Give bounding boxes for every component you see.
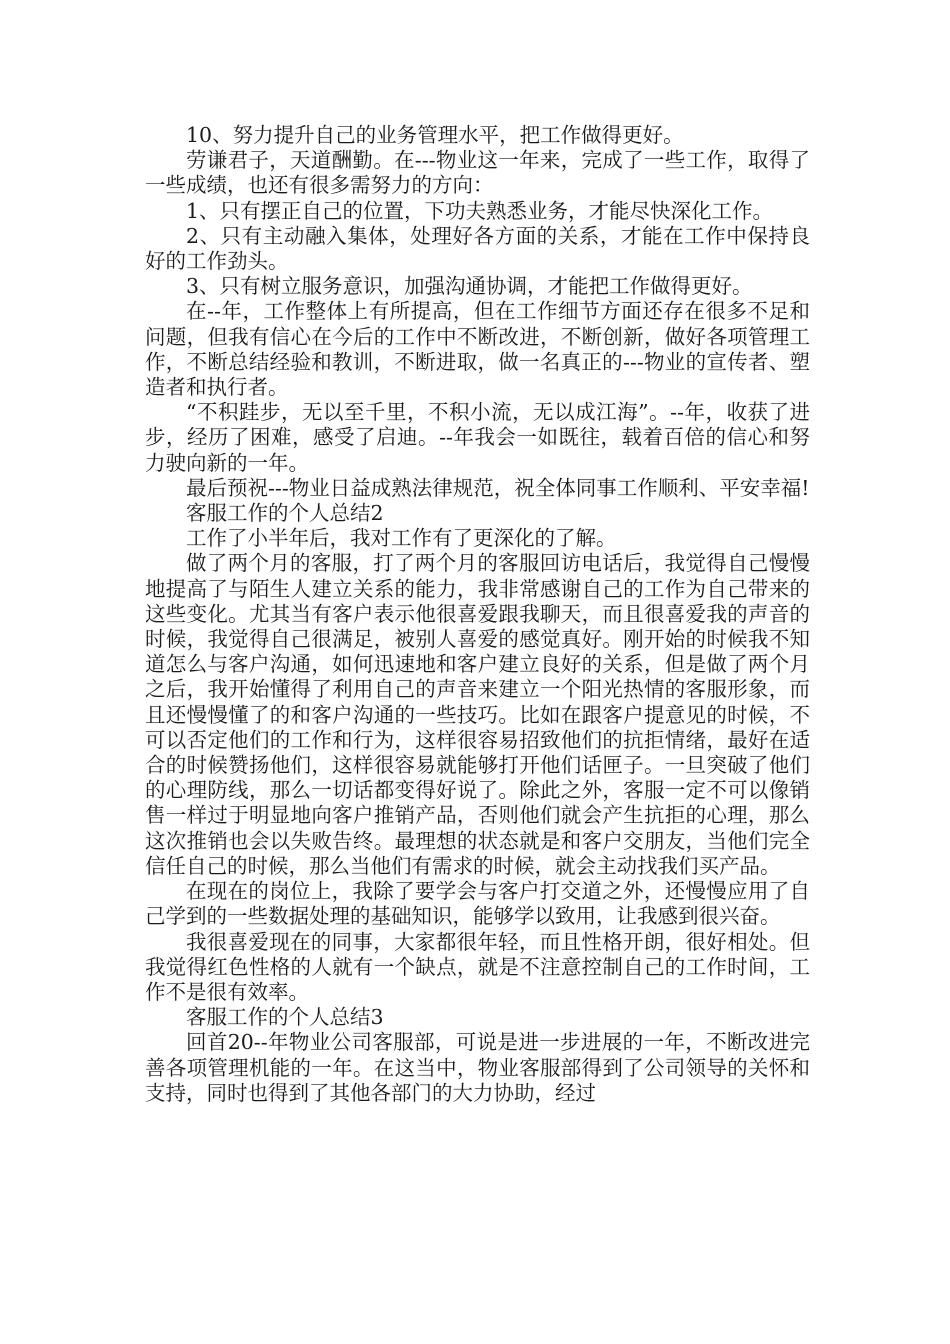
document-page — [145, 123, 810, 1106]
section-heading-3: 客服工作的个人总结3 — [186, 1005, 384, 1030]
paragraph-closing: 最后预祝---物业日益成熟法律规范，祝全体同事工作顺利、平安幸福! — [186, 475, 810, 500]
paragraph-review: 回首20--年物业公司客服部，可说是进一步进展的一年，不断改进完善各项管理机能的一年。在这当中，物业客服部得到了公司领导的关怀和支持，同时也得到了其他各部门的大力协助，经过 — [145, 1030, 810, 1105]
paragraph-colleagues: 我很喜爱现在的同事，大家都很年轻，而且性格开朗，很好相处。但我觉得红色性格的人就有一个缺点，就是不注意控制自己的工作时间，工作不是很有效率。 — [145, 929, 810, 1004]
paragraph-point-3: 3、只有树立服务意识，加强沟通协调，才能把工作做得更好。 — [186, 274, 753, 299]
paragraph-point-2: 2、只有主动融入集体，处理好各方面的关系，才能在工作中保持良好的工作劲头。 — [145, 223, 810, 274]
paragraph-intro: 劳谦君子，天道酬勤。在---物业这一年来，完成了一些工作，取得了一些成绩，也还有很多需努力的方向： — [145, 148, 810, 198]
paragraph-current-position: 在现在的岗位上，我除了要学会与客户打交道之外，还慢慢应用了自己学到的一些数据处理的基础知识，能够学以致用，让我感到很兴奋。 — [145, 879, 810, 929]
paragraph-point-1: 1、只有摆正自己的位置，下功夫熟悉业务，才能尽快深化工作。 — [186, 198, 774, 223]
paragraph-goal-10: 10、努力提升自己的业务管理水平，把工作做得更好。 — [186, 123, 684, 147]
paragraph-quote: “不积跬步，无以至千里，不积小流，无以成江海”。--年，收获了进步，经历了困难，感受了启迪。--年我会一如既往，载着百倍的信心和努力驶向新的一年。 — [145, 400, 810, 475]
paragraph-summary-intro: 工作了小半年后，我对工作有了更深化的了解。 — [186, 526, 617, 551]
paragraph-customer-service: 做了两个月的客服，打了两个月的客服回访电话后，我觉得自己慢慢地提高了与陌生人建立关系的能力，我非常感谢自己的工作为自己带来的这些变化。尤其当有客户表示他很喜爱跟我聊天，而且很喜爱我的声音的时候，我觉得自己很满足，被别人喜爱的感觉真好。刚开始的时候我不知道怎么与客户沟通，如何迅速地和客户建立良好的关系，但是做了两个月之后，我开始懂得了利用自己的声音来建立一个阳光热情的客服形象，而且还慢慢懂了的和客户沟通的一些技巧。比如在跟客户提意见的时候，不可以否定他们的工作和行为，这样很容易招致他们的抗拒情绪，最好在适合的时候赞扬他们，这样很容易就能够打开他们话匣子。一旦突破了他们的心理防线，那么一切话都变得好说了。除此之外，客服一定不可以像销售一样过于明显地向客户推销产品，否则他们就会产生抗拒的心理，那么这次推销也会以失败告终。最理想的状态就是和客户交朋友，当他们完全信任自己的时候，那么当他们有需求的时候，就会主动找我们买产品。 — [145, 551, 810, 878]
paragraph-reflection: 在--年，工作整体上有所提高，但在工作细节方面还存在很多不足和问题，但我有信心在今后的工作中不断改进，不断创新，做好各项管理工作，不断总结经验和教训，不断进取，做一名真正的---物业的宣传者、塑造者和执行者。 — [145, 299, 810, 400]
section-heading-2: 客服工作的个人总结2 — [186, 501, 384, 526]
